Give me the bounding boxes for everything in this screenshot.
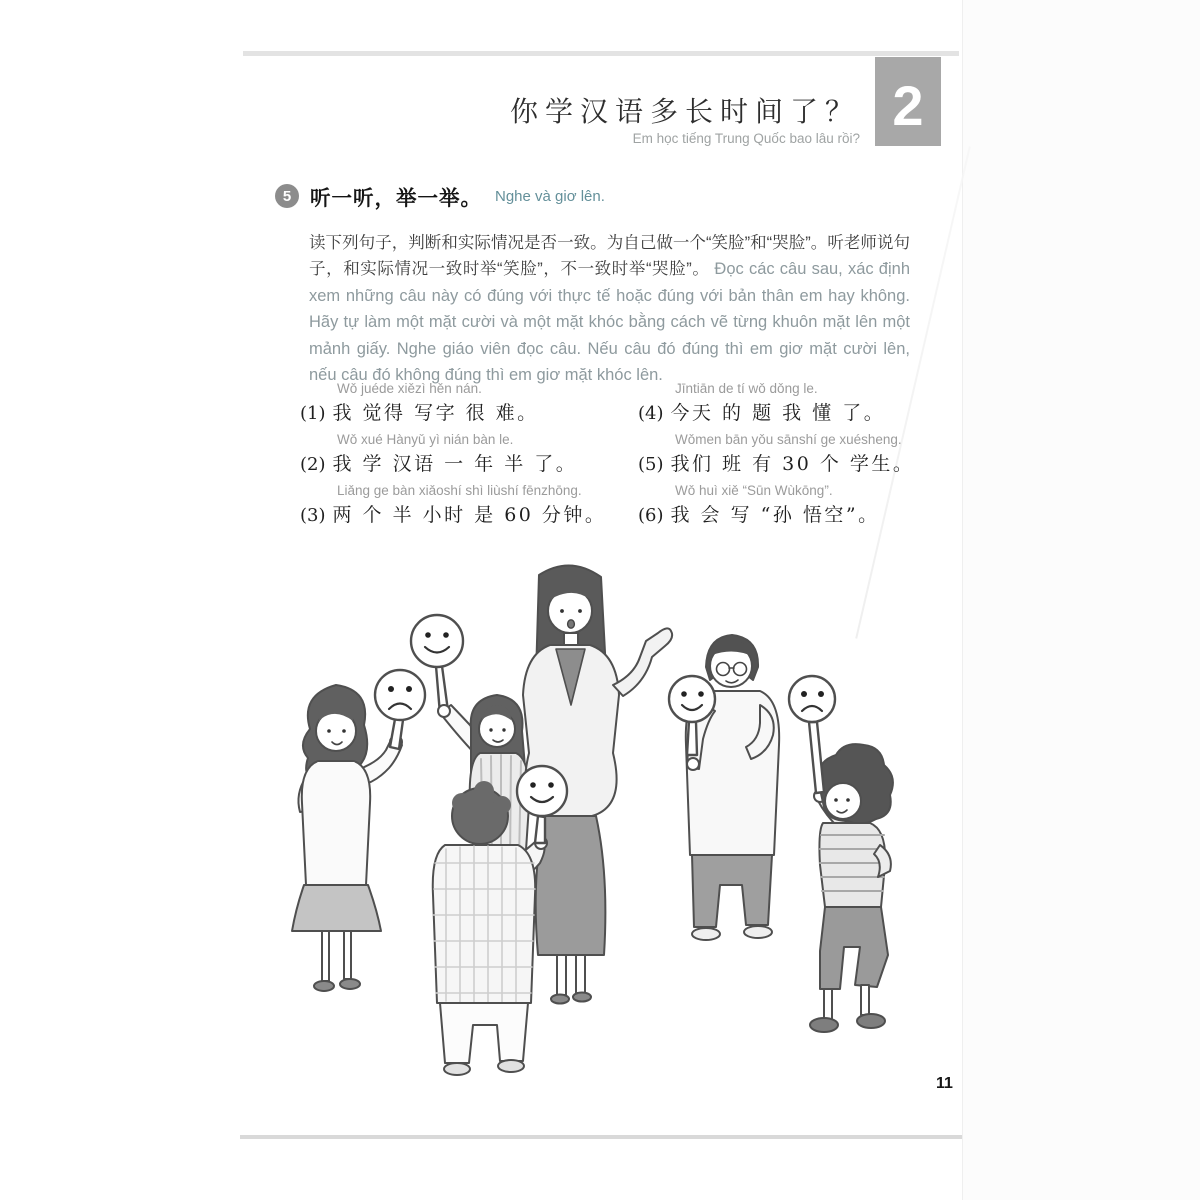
classroom-illustration	[240, 553, 980, 1085]
sentence-number: (4)	[638, 403, 664, 424]
pinyin-line: Jīntiān de tí wǒ dǒng le.	[675, 381, 818, 396]
sentence-hanzi: 我 会 写 “孙 悟空”。	[670, 504, 880, 526]
illustration-svg	[240, 553, 980, 1085]
pinyin-line: Wǒ juéde xiězì hěn nán.	[337, 381, 482, 396]
footer-rule	[240, 1135, 962, 1139]
instructions-vietnamese: Đọc các câu sau, xác định xem những câu này có đúng với thực tế hoặc đúng với bản thân em hay không. Hãy tự làm một mặt cười và một mặt khóc bằng cách vẽ từng khuôn mặt lên một mảnh giấy. Nghe giáo viên đọc câu. Nếu câu đó đúng thì em giơ mặt cười lên, nếu câu đó không đúng thì em giơ mặt khóc lên.	[309, 260, 910, 384]
sentence-item-5	[638, 432, 968, 475]
sentence-column-left	[300, 381, 630, 534]
sentence-hanzi: 今天 的 题 我 懂 了。	[670, 402, 886, 424]
sentence-item-6	[638, 483, 968, 526]
page-scan-edge	[962, 0, 1200, 1200]
sentence-item-4	[638, 381, 968, 424]
instructions-chinese: 读下列句子，判断和实际情况是否一致。为自己做一个“笑脸”和“哭脸”。听老师说句子，和实际情况一致时举“笑脸”，不一致时举“哭脸”。	[309, 233, 910, 278]
unit-title-vietnamese: Em học tiếng Trung Quốc bao lâu rồi?	[632, 131, 860, 146]
sentence-item-3	[300, 483, 630, 526]
page-number: 11	[936, 1075, 953, 1092]
sentence-number: (5)	[638, 454, 664, 475]
sentence-column-right	[638, 381, 968, 534]
unit-number-badge: 2	[875, 57, 941, 146]
sentence-number: (3)	[300, 505, 326, 526]
exercise-title-vietnamese: Nghe và giơ lên.	[495, 187, 605, 205]
pinyin-line: Liǎng ge bàn xiǎoshí shì liùshí fēnzhōng.	[337, 483, 582, 498]
sentence-item-2	[300, 432, 630, 475]
sentence-hanzi: 两 个 半 小时 是 60 分钟。	[332, 504, 607, 526]
exercise-header	[275, 181, 605, 211]
sentence-number: (2)	[300, 454, 326, 475]
sentence-number: (6)	[638, 505, 664, 526]
sentence-hanzi: 我们 班 有 30 个 学生。	[670, 453, 915, 475]
exercise-number-badge: 5	[275, 184, 299, 208]
sentence-hanzi: 我 觉得 写字 很 难。	[332, 402, 539, 424]
unit-title-chinese: 你学汉语多长时间了？	[509, 95, 860, 128]
sentence-hanzi: 我 学 汉语 一 年 半 了。	[332, 453, 578, 475]
girl-frowny-paddle	[292, 685, 402, 991]
pinyin-line: Wǒmen bān yǒu sānshí ge xuésheng.	[675, 432, 902, 447]
sentence-number: (1)	[300, 403, 326, 424]
boy-plaid-back	[433, 781, 547, 1075]
frowny-paddle-left	[375, 670, 425, 749]
pinyin-line: Wǒ huì xiě “Sūn Wùkōng”.	[675, 483, 833, 498]
exercise-title-chinese: 听一听，举一举。	[310, 187, 482, 210]
sentence-item-1	[300, 381, 630, 424]
header-rule	[243, 51, 959, 56]
exercise-instructions	[309, 230, 910, 389]
pinyin-line: Wǒ xué Hànyǔ yì nián bàn le.	[337, 432, 514, 447]
